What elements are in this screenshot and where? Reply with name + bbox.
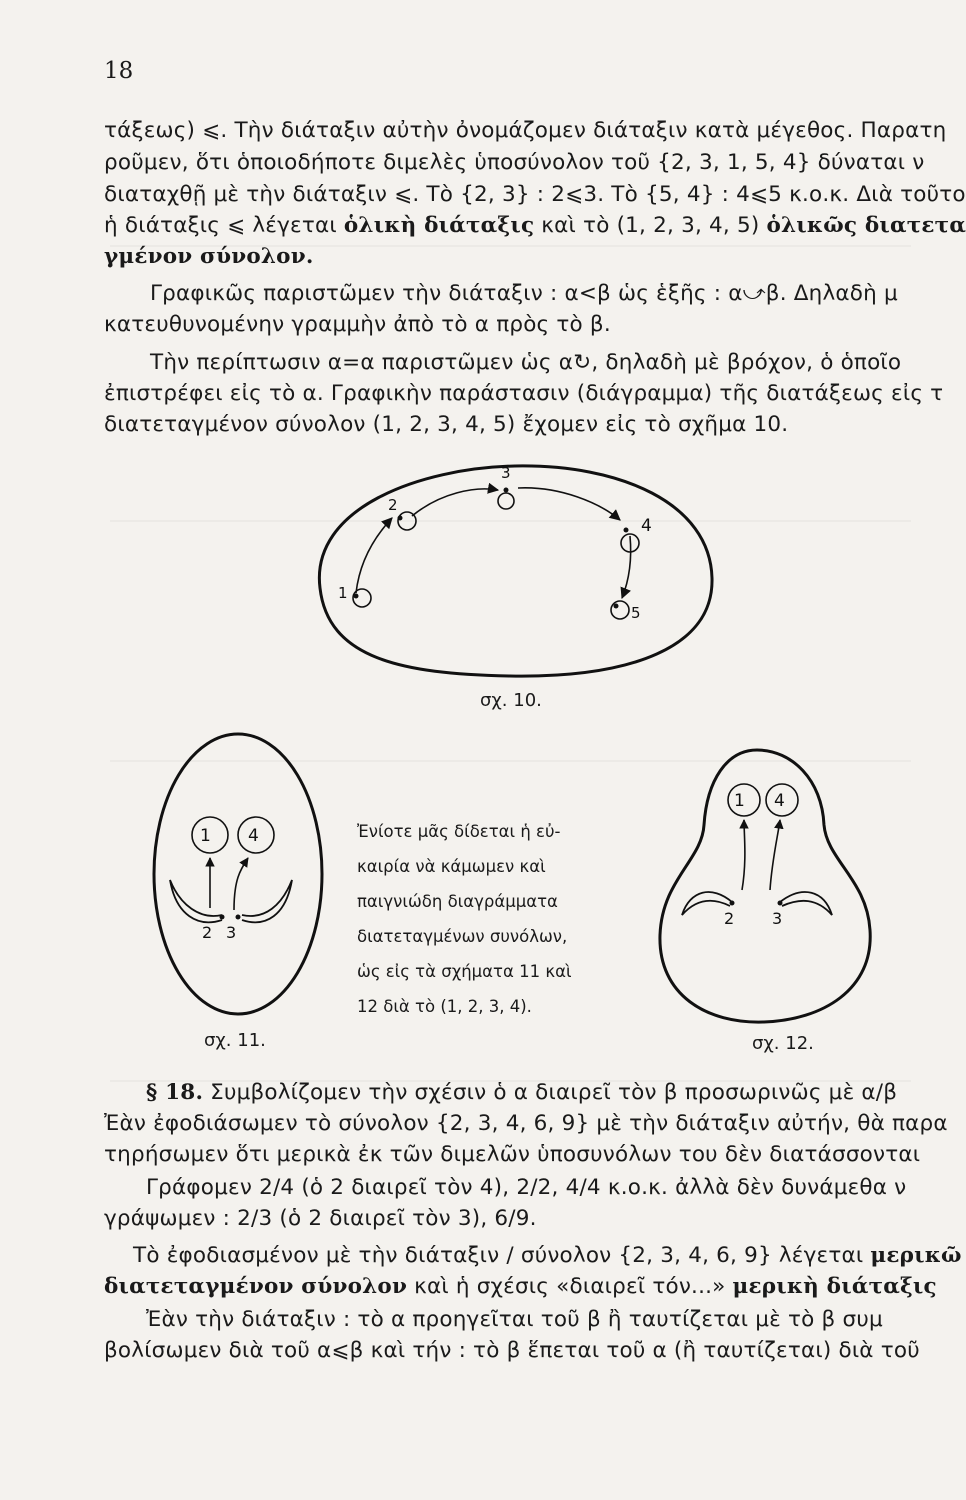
figure-11-caption: σχ. 11. — [204, 1030, 266, 1051]
node-label: 3 — [501, 464, 511, 482]
node-label: 3 — [772, 909, 783, 928]
node-label: 2 — [724, 909, 735, 928]
text-line: ἡ διάταξις ⩽ λέγεται ὁλικὴ διάταξις καὶ τὸ (1, 2, 3, 4, 5) ὁλικῶς διατετα — [104, 213, 966, 238]
section-number: § 18. — [146, 1080, 204, 1105]
text-line: § 18. Συμβολίζομεν τὴν σχέσιν ὁ α διαιρεῖ τὸν β προσωρινῶς μὲ α/β — [146, 1080, 898, 1105]
node-label: 1 — [200, 826, 211, 846]
node-label: 5 — [631, 604, 641, 622]
term-total-order: ὁλικὴ διάταξις — [343, 213, 535, 238]
text-line: τηρήσωμεν ὅτι μερικὰ ἐκ τῶν διμελῶν ὑποσυνόλων του δὲν διατάσσονται — [104, 1142, 921, 1167]
node-label: 3 — [226, 923, 237, 942]
text-line: διατεταγμένον σύνολον (1, 2, 3, 4, 5) ἔχομεν εἰς τὸ σχῆμα 10. — [104, 412, 789, 437]
text-line: τάξεως) ⩽. Τὴν διάταξιν αὐτὴν ὀνομάζομεν διάταξιν κατὰ μέγεθος. Παρατη — [104, 118, 947, 143]
text-line: Τὸ ἐφοδιασμένον μὲ τὴν διάταξιν / σύνολον {2, 3, 4, 6, 9} λέγεται μερικῶ — [133, 1243, 962, 1268]
side-text-line: Ἐνίοτε μᾶς δίδεται ἡ εὐ- — [357, 822, 561, 841]
text-line: βολίσωμεν διὰ τοῦ α⩽β καὶ τήν : τὸ β ἕπεται τοῦ α (ἢ ταυτίζεται) διὰ τοῦ — [104, 1338, 920, 1363]
node-label: 2 — [388, 496, 398, 514]
text-line: γμένον σύνολον. — [104, 244, 314, 269]
page-number: 18 — [104, 58, 134, 84]
side-text-line: 12 διὰ τὸ (1, 2, 3, 4). — [357, 997, 532, 1016]
side-text-line: παιγνιώδη διαγράμματα — [357, 892, 558, 911]
node-label: 4 — [774, 791, 785, 811]
text-line: Ἐὰν ἐφοδιάσωμεν τὸ σύνολον {2, 3, 4, 6, 9} μὲ τὴν διάταξιν αὐτήν, θὰ παρα — [104, 1111, 948, 1136]
node-label: 1 — [734, 791, 745, 811]
term-ordered-set: διατεταγμένον σύνολον — [104, 1274, 408, 1299]
term-totally-ordered: ὁλικῶς διατετα — [766, 213, 966, 238]
text-line: Γράφομεν 2/4 (ὁ 2 διαιρεῖ τὸν 4), 2/2, 4/4 κ.ο.κ. ἀλλὰ δὲν δυνάμεθα ν — [146, 1175, 907, 1200]
text-line: Ἐὰν τὴν διάταξιν : τὸ α προηγεῖται τοῦ β ἢ ταυτίζεται μὲ τὸ β συμ — [146, 1307, 883, 1332]
text-line: ροῦμεν, ὅτι ὁποιοδήποτε διμελὲς ὑποσύνολον τοῦ {2, 3, 1, 5, 4} δύναται ν — [104, 150, 925, 175]
term-partial-order: μερικὴ διάταξις — [732, 1274, 937, 1299]
node-label: 4 — [248, 826, 259, 846]
side-text-line: διατεταγμένων συνόλων, — [357, 927, 568, 946]
node-label: 4 — [641, 516, 652, 536]
term-partially: μερικῶ — [870, 1243, 962, 1268]
set-boundary — [319, 466, 712, 676]
figure-11 — [150, 730, 340, 1020]
text-line: διαταχθῇ μὲ τὴν διάταξιν ⩽. Τὸ {2, 3} : 2⩽3. Τὸ {5, 4} : 4⩽5 κ.ο.κ. Διὰ τοῦτο — [104, 182, 966, 207]
figure-10-caption: σχ. 10. — [480, 690, 542, 711]
node-label: 2 — [202, 923, 213, 942]
figure-12 — [652, 740, 892, 1030]
text-line: ἐπιστρέφει εἰς τὸ α. Γραφικὴν παράστασιν (διάγραμμα) τῆς διατάξεως εἰς τ — [104, 381, 944, 406]
side-text-line: ὡς εἰς τὰ σχήματα 11 καὶ — [357, 962, 572, 981]
set-boundary — [660, 750, 870, 1022]
figure-10 — [300, 448, 730, 698]
text-line: διατεταγμένον σύνολον καὶ ἡ σχέσις «διαιρεῖ τόν...» μερικὴ διάταξις — [104, 1274, 937, 1299]
node-label: 1 — [338, 584, 348, 602]
text-line: γράψωμεν : 2/3 (ὁ 2 διαιρεῖ τὸν 3), 6/9. — [104, 1206, 537, 1231]
side-text-line: καιρία νὰ κάμωμεν καὶ — [357, 857, 546, 876]
text-line: Γραφικῶς παριστῶμεν τὴν διάταξιν : α<β ὡς ἑξῆς : α⤻β. Δηλαδὴ μ — [150, 281, 898, 306]
text-line: κατευθυνομένην γραμμὴν ἀπὸ τὸ α πρὸς τὸ β. — [104, 312, 611, 337]
figure-12-caption: σχ. 12. — [752, 1033, 814, 1054]
set-boundary — [154, 734, 322, 1014]
text-line: Τὴν περίπτωσιν α=α παριστῶμεν ὡς α↻, δηλαδὴ μὲ βρόχον, ὁ ὁποῖο — [150, 350, 902, 375]
